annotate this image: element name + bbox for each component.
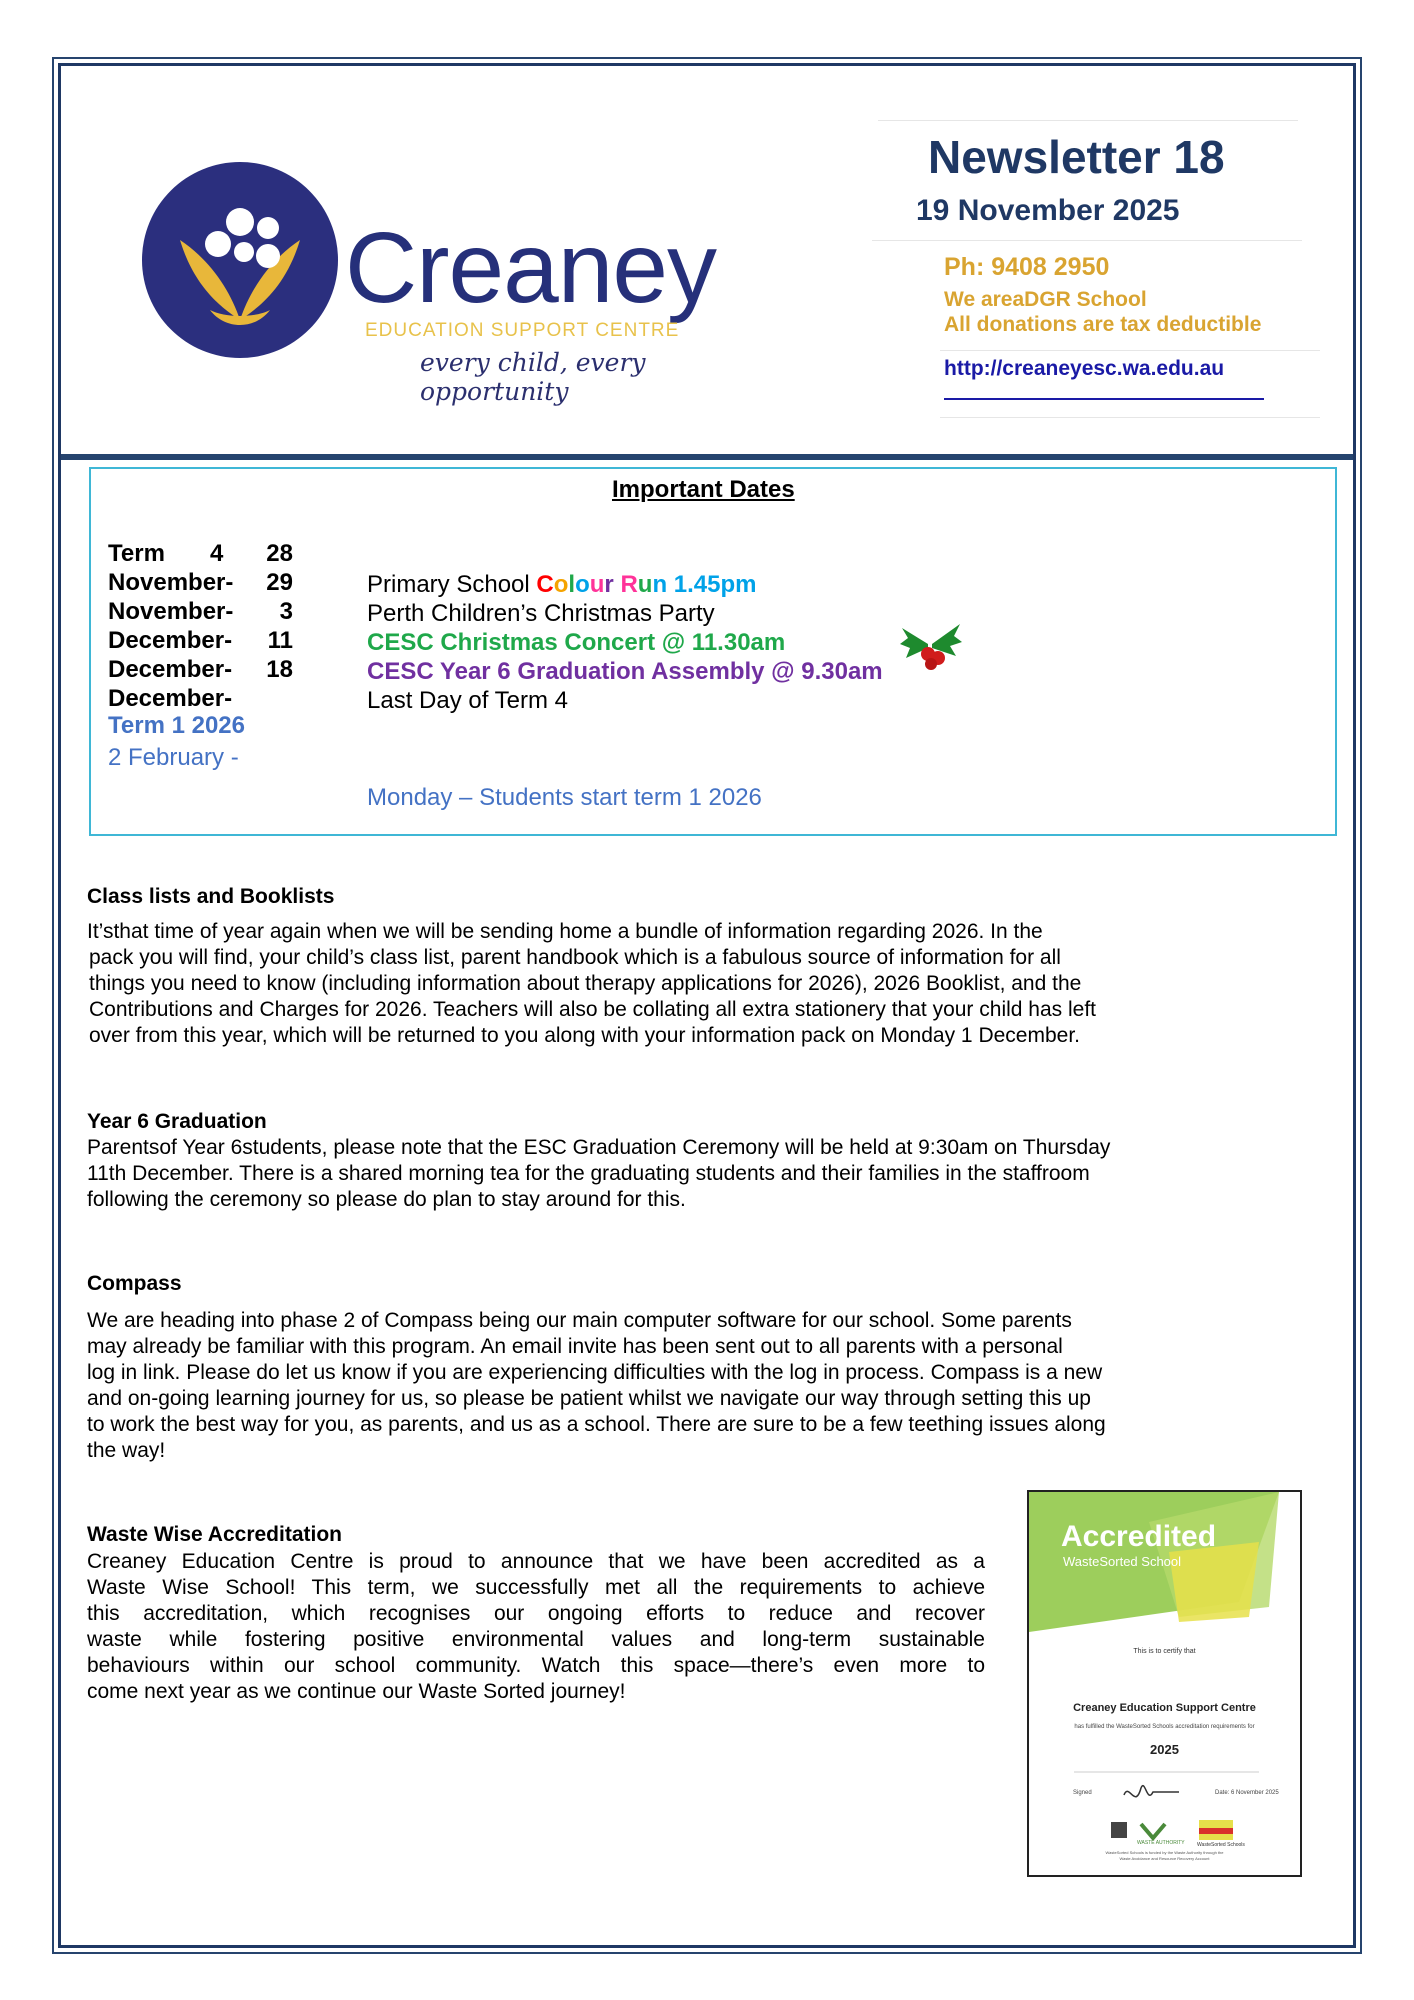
accreditation-certificate (1027, 1490, 1302, 1877)
event-colour-run (367, 571, 757, 599)
header-rule-4 (940, 417, 1320, 418)
school-website-link[interactable]: http://creaneyesc.wa.edu.au (944, 357, 1225, 380)
colour-run-letter: R (620, 571, 638, 598)
compass-line-3: log in link. Please do let us know if you are experiencing difficulties with the log in process. Compass is a new (87, 1361, 1103, 1384)
colour-run-letter: l (568, 571, 576, 598)
header-rule-2 (872, 240, 1302, 241)
certificate-year: 2025 (1150, 1742, 1179, 1757)
date-row-5 (108, 656, 293, 684)
event-last-day: Last Day of Term 4 (367, 687, 568, 714)
wastewise-heading: Waste Wise Accreditation (87, 1523, 342, 1546)
date-row-4 (108, 627, 293, 655)
date-row-3 (108, 598, 293, 626)
logo-wordmark: Creaney (345, 212, 716, 324)
date-number: 29 (266, 569, 293, 596)
tax-notice: All donations are tax deductible (944, 313, 1262, 336)
wastewise-line-4: waste while fostering positive environmental values and long-term sustainable (87, 1628, 985, 1651)
creaney-logo-mark-icon (140, 160, 340, 360)
phone-number: Ph: 9408 2950 (944, 253, 1110, 281)
term1-date: 2 February - (108, 744, 239, 771)
booklists-heading: Class lists and Booklists (87, 885, 335, 908)
compass-line-6: the way! (87, 1439, 166, 1462)
event-prefix: Primary School (367, 571, 537, 598)
date-label: December- (108, 685, 233, 712)
certificate-title: Accredited (1061, 1520, 1217, 1553)
graduation-line-2: 11th December. There is a shared morning tea for the graduating students and their families in the staffroom (87, 1162, 1090, 1185)
compass-line-5: to work the best way for you, as parents, and us as a school. There are sure to be a few teething issues along (87, 1413, 1106, 1436)
logo-subtitle: EDUCATION SUPPORT CENTRE (365, 320, 680, 341)
important-dates-title: Important Dates (612, 476, 795, 503)
date-row-6 (108, 685, 293, 713)
logo-tagline: every child, every opportunity (420, 348, 646, 406)
wastewise-line-1: Creaney Education Centre is proud to announce that we have been accredited as a (87, 1550, 985, 1573)
date-label: December- (108, 627, 233, 654)
colour-run-letter: u (589, 571, 605, 598)
newsletter-title: Newsletter 18 (928, 131, 1225, 183)
date-label: Term (108, 540, 165, 567)
dgr-notice: We areaDGR School (944, 288, 1147, 311)
wastewise-line-5: behaviours within our school community. Watch this space—there’s even more to (87, 1654, 985, 1677)
graduation-line-1: Parentsof Year 6students, please note that the ESC Graduation Ceremony will be held at 9:30am on Thursday (87, 1136, 1111, 1159)
date-number: 11 (267, 627, 293, 654)
certificate-footer-2: Waste Avoidance and Resource Recovery Account (1119, 1856, 1210, 1861)
header-rule-1 (878, 120, 1298, 121)
certificate-signed: Signed (1073, 1790, 1092, 1796)
booklists-line-3: things you need to know (including information about therapy applications for 2026), 2026 Booklist, and the (89, 972, 1082, 995)
event-christmas-party: Perth Children’s Christmas Party (367, 600, 715, 627)
compass-line-1: We are heading into phase 2 of Compass being our main computer software for our school. Some parents (87, 1309, 1072, 1332)
date-label: December- (108, 656, 233, 683)
wastewise-line-3: this accreditation, which recognises our ongoing efforts to reduce and recover (87, 1602, 985, 1625)
date-row-2 (108, 569, 293, 597)
booklists-line-5: over from this year, which will be returned to you along with your information pack on Monday 1 December. (89, 1024, 1080, 1047)
run-word (614, 571, 667, 598)
holly-icon (898, 614, 964, 674)
certificate-badge: WasteSorted Schools (1197, 1842, 1245, 1848)
website-underline (944, 398, 1264, 400)
header-divider (61, 454, 1353, 460)
certificate-authority: WASTE AUTHORITY (1137, 1840, 1185, 1846)
colour-run-letter: o (553, 571, 569, 598)
certificate-subtitle: WasteSorted School (1063, 1554, 1182, 1569)
date-label: November- (108, 598, 234, 625)
colour-word (536, 571, 613, 598)
booklists-line-2: pack you will find, your child’s class list, parent handbook which is a fabulous source of information for all (89, 946, 1061, 969)
graduation-heading: Year 6 Graduation (87, 1110, 267, 1133)
certificate-footer-1: WasteSorted Schools is funded by the Waste Authority through the (1105, 1850, 1224, 1855)
compass-heading: Compass (87, 1272, 182, 1295)
booklists-line-4: Contributions and Charges for 2026. Teachers will also be collating all extra stationery that your child has left (89, 998, 1096, 1021)
wastewise-paragraph (87, 1549, 985, 1705)
certificate-fulfilled: has fulfilled the WasteSorted Schools accreditation requirements for (1074, 1724, 1255, 1730)
event-graduation-assembly: CESC Year 6 Graduation Assembly @ 9.30am (367, 658, 883, 685)
colour-run-letter: u (637, 571, 653, 598)
school-logo (140, 160, 780, 406)
wastewise-line-6: come next year as we continue our Waste Sorted journey! (87, 1680, 626, 1703)
header-rule-3 (940, 350, 1320, 351)
certificate-school: Creaney Education Support Centre (1073, 1702, 1256, 1714)
date-row-1 (108, 540, 293, 568)
date-term-number: 4 (210, 540, 224, 567)
event-christmas-concert: CESC Christmas Concert @ 11.30am (367, 629, 786, 656)
event-time: 1.45pm (667, 571, 757, 598)
date-number: 18 (266, 656, 293, 683)
certificate-certify: This is to certify that (1133, 1648, 1196, 1655)
date-label: November- (108, 569, 234, 596)
booklists-line-1: It’sthat time of year again when we will be sending home a bundle of information regarding 2026. In the (87, 920, 1043, 943)
colour-run-letter: C (536, 571, 554, 598)
certificate-date: Date: 6 November 2025 (1215, 1790, 1279, 1796)
compass-line-4: and on-going learning journey for us, so please be patient whilst we navigate our way through setting this up (87, 1387, 1091, 1410)
term1-event: Monday – Students start term 1 2026 (367, 784, 762, 811)
colour-run-letter: r (604, 571, 614, 598)
colour-run-letter: o (575, 571, 590, 598)
date-number: 3 (279, 598, 293, 625)
colour-run-letter: n (652, 571, 668, 598)
date-number: 28 (266, 540, 293, 567)
compass-line-2: may already be familiar with this program. An email invite has been sent out to all parents with a personal (87, 1335, 1063, 1358)
graduation-line-3: following the ceremony so please do plan to stay around for this. (87, 1188, 686, 1211)
wastewise-line-2: Waste Wise School! This term, we successfully met all the requirements to achieve (87, 1576, 985, 1599)
newsletter-date: 19 November 2025 (916, 194, 1180, 227)
term1-label: Term 1 2026 (108, 712, 245, 739)
